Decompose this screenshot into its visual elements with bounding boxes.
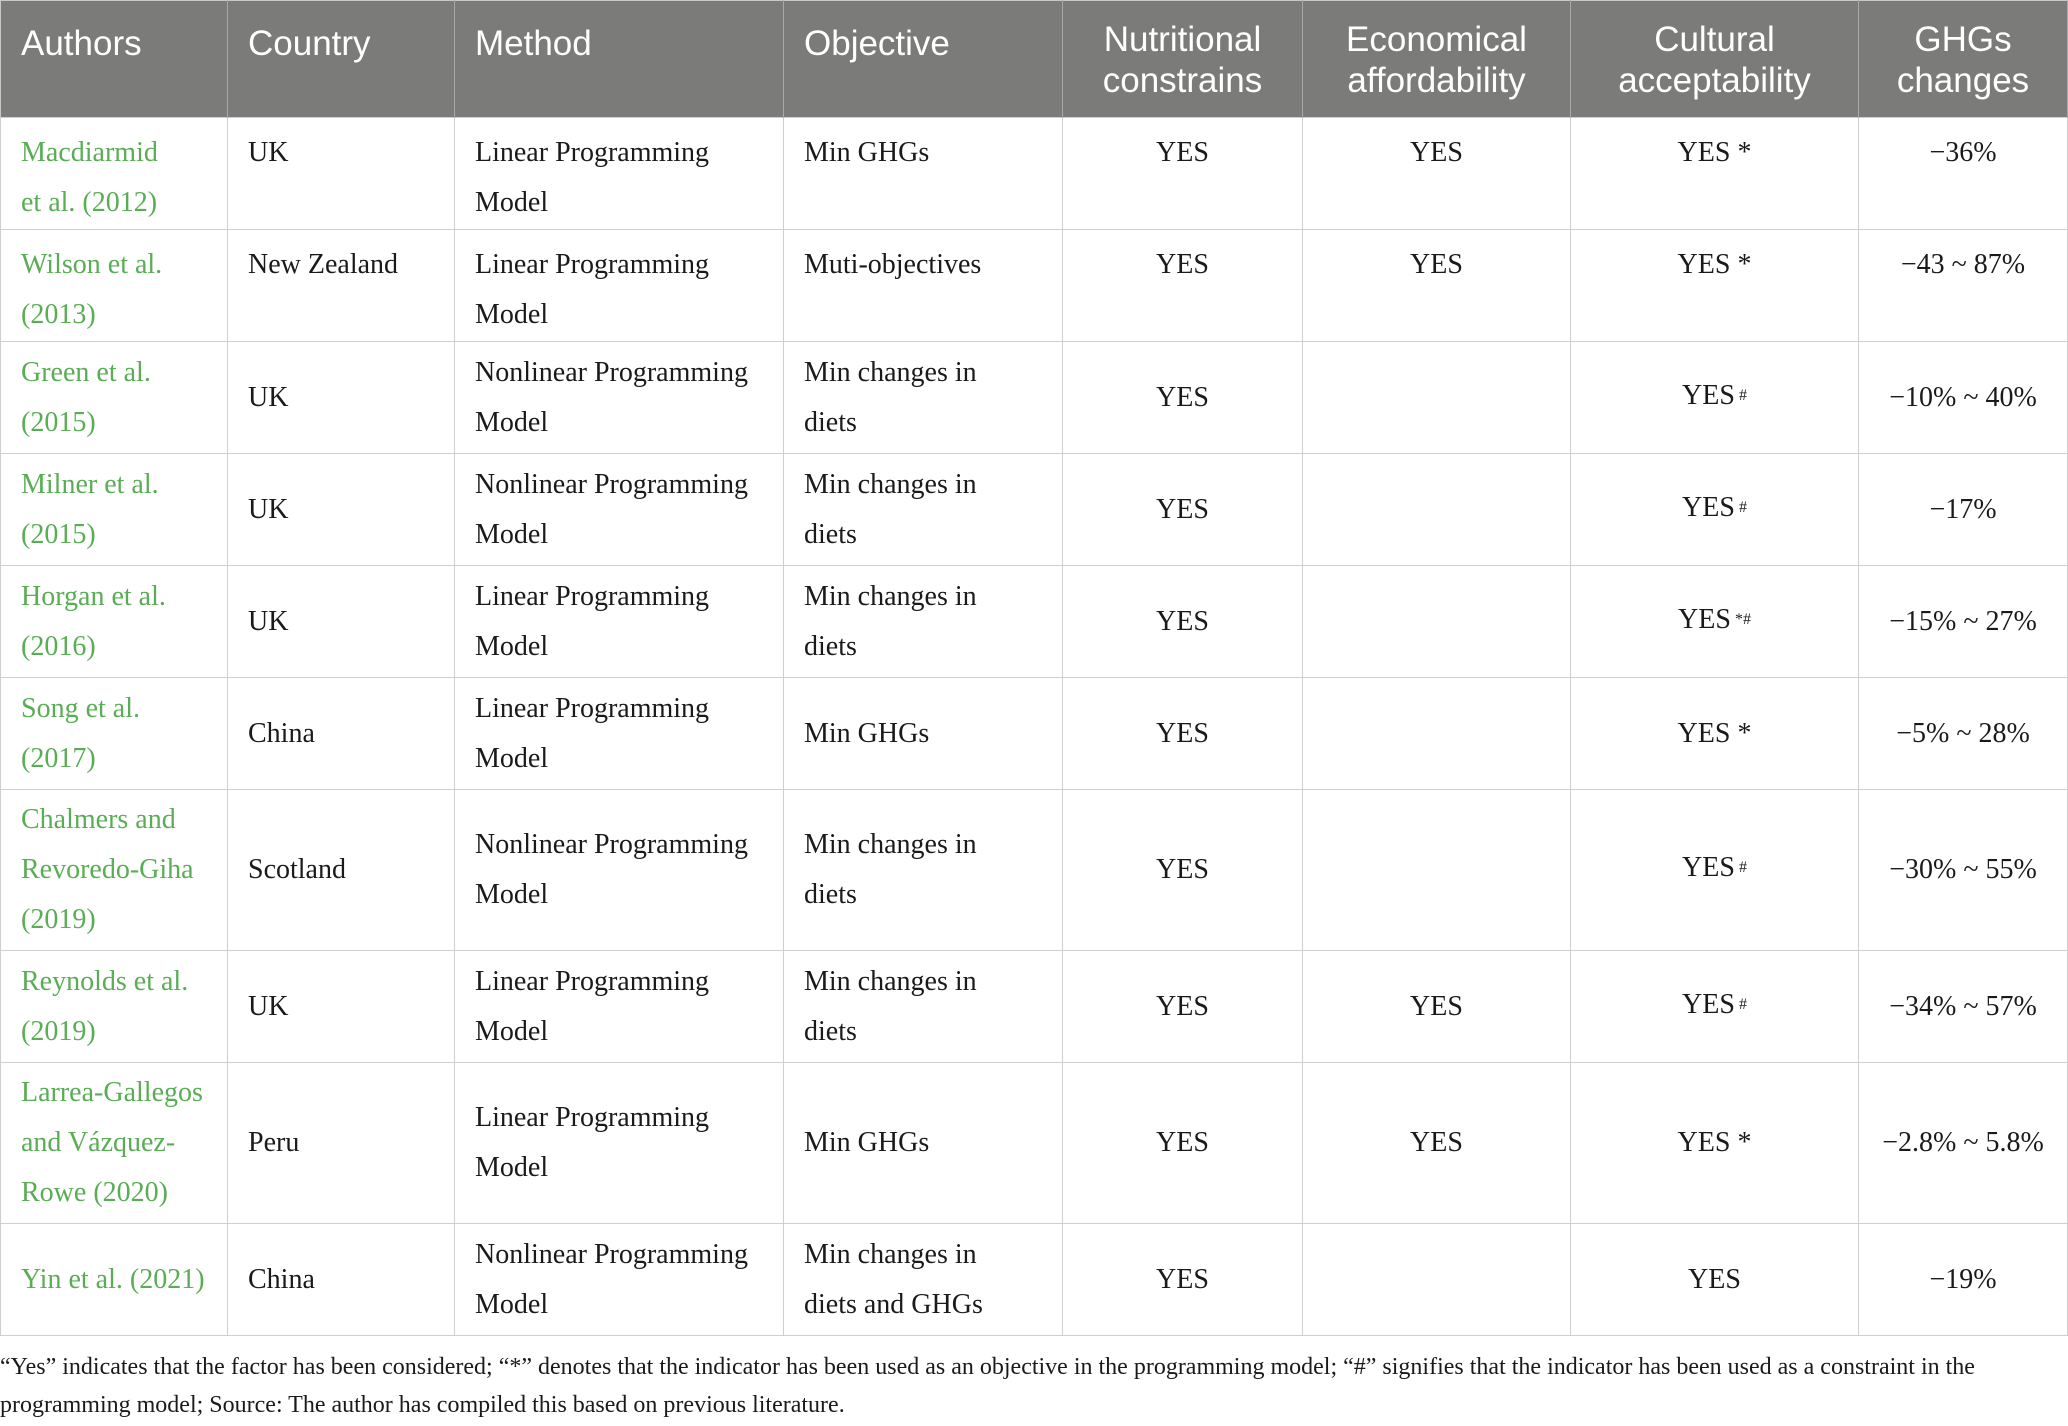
table-row (1, 678, 2068, 790)
header-method: Method (455, 1, 784, 118)
method-cell: Nonlinear Programming Model (455, 454, 784, 566)
ghgs-cell: −34% ~ 57% (1859, 951, 2068, 1063)
table-footnote: “Yes” indicates that the factor has been considered; “*” denotes that the indicator has been used as an objective in the programming model; “#” signifies that the indicator has been used as a constraint in the programming model; Source: The author has compiled this based on previous literature. (0, 1354, 1975, 1418)
country-cell: Scotland (228, 790, 455, 951)
economical-cell: YES (1303, 230, 1571, 342)
objective-cell: Min changes in diets (784, 342, 1063, 454)
header-economical: Economical affordability (1303, 1, 1571, 118)
economical-cell (1303, 566, 1571, 678)
table-row (1, 1224, 2068, 1336)
ghgs-cell: −2.8% ~ 5.8% (1859, 1063, 2068, 1224)
objective-cell: Min changes in diets and GHGs (784, 1224, 1063, 1336)
method-cell: Nonlinear Programming Model (455, 1224, 784, 1336)
economical-cell: YES (1303, 118, 1571, 230)
cultural-cell: YES * (1571, 678, 1859, 790)
cultural-cell: YES * (1571, 1063, 1859, 1224)
economical-cell (1303, 1224, 1571, 1336)
table-row (1, 566, 2068, 678)
nutritional-cell: YES (1063, 342, 1303, 454)
cultural-cell: YES *# (1571, 566, 1859, 678)
author-cell[interactable]: Reynolds et al. (2019) (1, 951, 228, 1063)
header-authors: Authors (1, 1, 228, 118)
method-cell: Linear Programming Model (455, 1063, 784, 1224)
author-cell[interactable]: Song et al. (2017) (1, 678, 228, 790)
objective-cell: Min GHGs (784, 118, 1063, 230)
country-cell: UK (228, 454, 455, 566)
country-cell: China (228, 678, 455, 790)
economical-cell (1303, 454, 1571, 566)
author-cell[interactable]: Horgan et al. (2016) (1, 566, 228, 678)
method-cell: Linear Programming Model (455, 118, 784, 230)
cultural-cell: YES * (1571, 118, 1859, 230)
ghgs-cell: −43 ~ 87% (1859, 230, 2068, 342)
nutritional-cell: YES (1063, 566, 1303, 678)
objective-cell: Min changes in diets (784, 566, 1063, 678)
author-cell[interactable]: Macdiarmid et al. (2012) (1, 118, 228, 230)
objective-cell: Min GHGs (784, 678, 1063, 790)
author-cell[interactable]: Wilson et al. (2013) (1, 230, 228, 342)
cultural-cell: YES # (1571, 951, 1859, 1063)
author-cell[interactable]: Milner et al. (2015) (1, 454, 228, 566)
objective-cell: Min changes in diets (784, 951, 1063, 1063)
method-cell: Linear Programming Model (455, 230, 784, 342)
header-cultural: Cultural acceptability (1571, 1, 1859, 118)
objective-cell: Muti-objectives (784, 230, 1063, 342)
table-row (1, 342, 2068, 454)
country-cell: UK (228, 566, 455, 678)
objective-cell: Min GHGs (784, 1063, 1063, 1224)
nutritional-cell: YES (1063, 230, 1303, 342)
country-cell: New Zealand (228, 230, 455, 342)
author-cell[interactable]: Yin et al. (2021) (1, 1224, 228, 1336)
cultural-cell: YES # (1571, 790, 1859, 951)
ghgs-cell: −5% ~ 28% (1859, 678, 2068, 790)
economical-cell (1303, 790, 1571, 951)
nutritional-cell: YES (1063, 1224, 1303, 1336)
method-cell: Nonlinear Programming Model (455, 790, 784, 951)
nutritional-cell: YES (1063, 951, 1303, 1063)
ghgs-cell: −30% ~ 55% (1859, 790, 2068, 951)
method-cell: Linear Programming Model (455, 951, 784, 1063)
cultural-cell: YES # (1571, 342, 1859, 454)
header-country: Country (228, 1, 455, 118)
author-cell[interactable]: Green et al. (2015) (1, 342, 228, 454)
method-cell: Nonlinear Programming Model (455, 342, 784, 454)
economical-cell (1303, 678, 1571, 790)
objective-cell: Min changes in diets (784, 454, 1063, 566)
ghgs-cell: −10% ~ 40% (1859, 342, 2068, 454)
nutritional-cell: YES (1063, 118, 1303, 230)
ghgs-cell: −17% (1859, 454, 2068, 566)
objective-cell: Min changes in diets (784, 790, 1063, 951)
header-objective: Objective (784, 1, 1063, 118)
country-cell: China (228, 1224, 455, 1336)
table-row (1, 454, 2068, 566)
nutritional-cell: YES (1063, 454, 1303, 566)
ghgs-cell: −15% ~ 27% (1859, 566, 2068, 678)
country-cell: UK (228, 342, 455, 454)
economical-cell: YES (1303, 951, 1571, 1063)
country-cell: UK (228, 118, 455, 230)
cultural-cell: YES # (1571, 454, 1859, 566)
table-row (1, 790, 2068, 951)
nutritional-cell: YES (1063, 1063, 1303, 1224)
country-cell: Peru (228, 1063, 455, 1224)
author-cell[interactable]: Chalmers and Revoredo-Giha (2019) (1, 790, 228, 951)
economical-cell (1303, 342, 1571, 454)
table-row (1, 118, 2068, 230)
cultural-cell: YES * (1571, 230, 1859, 342)
ghgs-cell: −19% (1859, 1224, 2068, 1336)
table-row (1, 951, 2068, 1063)
method-cell: Linear Programming Model (455, 566, 784, 678)
header-row (1, 1, 2068, 118)
cultural-cell: YES (1571, 1224, 1859, 1336)
table-row (1, 230, 2068, 342)
economical-cell: YES (1303, 1063, 1571, 1224)
method-cell: Linear Programming Model (455, 678, 784, 790)
header-nutritional: Nutritional constrains (1063, 1, 1303, 118)
header-ghgs: GHGs changes (1859, 1, 2068, 118)
nutritional-cell: YES (1063, 790, 1303, 951)
country-cell: UK (228, 951, 455, 1063)
nutritional-cell: YES (1063, 678, 1303, 790)
ghgs-cell: −36% (1859, 118, 2068, 230)
author-cell[interactable]: Larrea-Gallegos and Vázquez- Rowe (2020) (1, 1063, 228, 1224)
table-row (1, 1063, 2068, 1224)
